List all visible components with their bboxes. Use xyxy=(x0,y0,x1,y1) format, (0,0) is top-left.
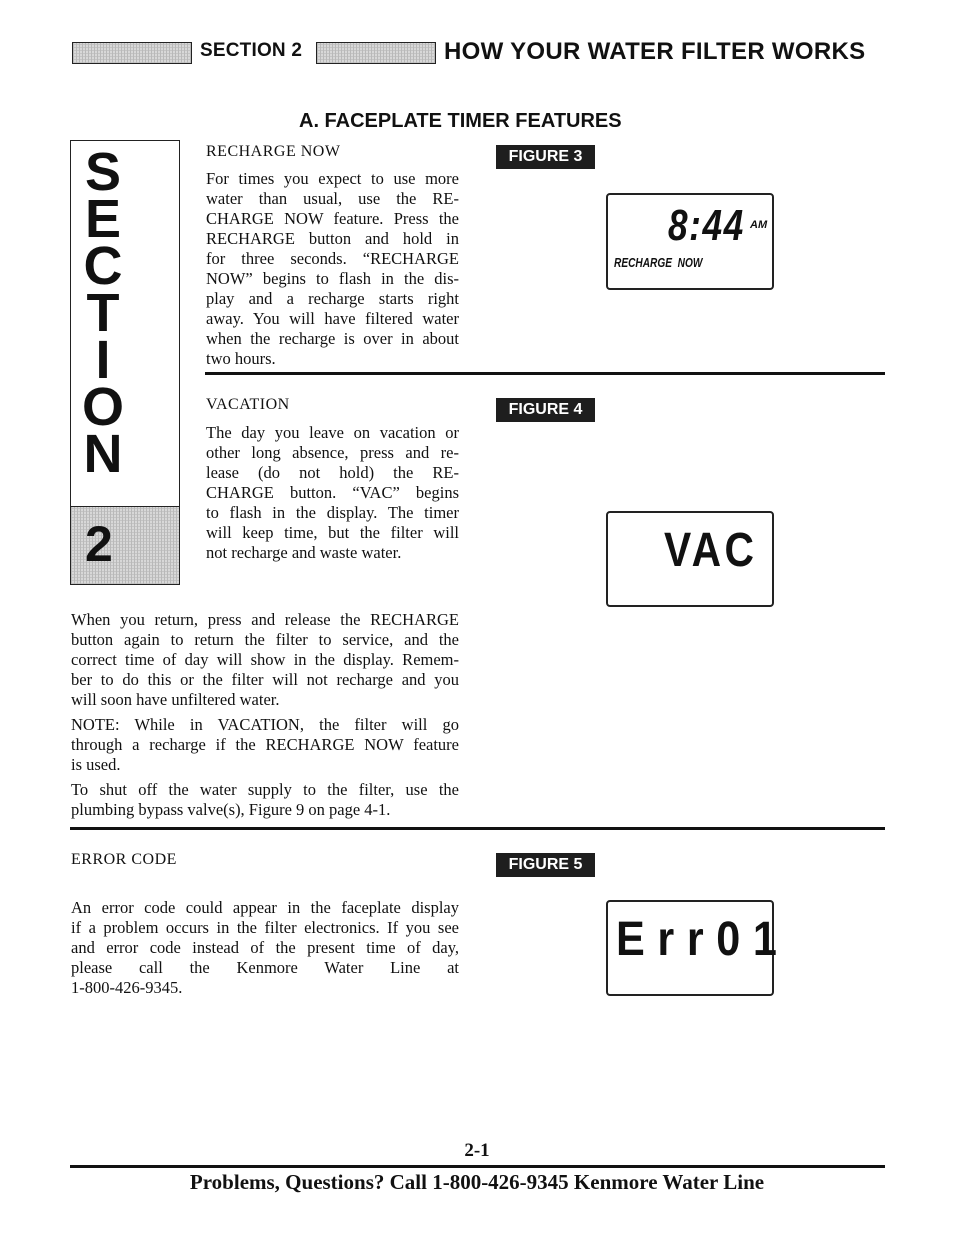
side-letter: I xyxy=(95,330,111,390)
vacation-line: will keep time, but the filter will xyxy=(206,523,459,542)
display-time: 8:44 xyxy=(668,201,745,250)
header-hatch-bar-left xyxy=(72,42,192,64)
return-line: button again to return the filter to service, and the xyxy=(71,630,459,649)
display-am: AM xyxy=(750,219,768,231)
error-line: and error code instead of the present time of day, xyxy=(71,938,459,957)
recharge-line: away. You will have filtered water xyxy=(206,309,459,328)
side-letter: E xyxy=(84,189,122,249)
error-line: please call the Kenmore Water Line at xyxy=(71,958,459,977)
figure-3-display xyxy=(606,193,774,290)
vacation-line: to flash in the display. The timer xyxy=(206,503,459,522)
recharge-line: RECHARGE button and hold in xyxy=(206,229,459,248)
header-hatch-bar-right xyxy=(316,42,436,64)
figure-5-display xyxy=(606,900,790,996)
recharge-line: two hours. xyxy=(206,349,276,368)
note-line: NOTE: While in VACATION, the filter will go xyxy=(71,715,459,734)
recharge-line: play and a recharge starts right xyxy=(206,289,459,308)
divider-rule xyxy=(70,827,885,830)
vacation-body xyxy=(206,423,459,563)
section-side-tab xyxy=(70,140,180,585)
side-letter: T xyxy=(86,283,120,343)
vacation-line: lease (do not hold) the RE- xyxy=(206,463,459,482)
footer-helpline: Problems, Questions? Call 1-800-426-9345 Kenmore Water Line xyxy=(189,1170,765,1194)
vacation-line: CHARGE button. “VAC” begins xyxy=(206,483,459,502)
shutoff-line: plumbing bypass valve(s), Figure 9 on page 4-1. xyxy=(71,800,391,819)
recharge-line: CHARGE NOW feature. Press the xyxy=(206,209,459,228)
error-line: 1-800-426-9345. xyxy=(71,978,183,997)
figure-3-label: FIGURE 3 xyxy=(496,145,595,169)
recharge-line: when the recharge is over in about xyxy=(206,329,459,348)
side-letter: N xyxy=(83,424,123,484)
return-body xyxy=(71,610,459,820)
return-line: ber to do this or the filter will not recharge and you xyxy=(71,670,459,689)
error-line: if a problem occurs in the filter electronics. If you see xyxy=(71,918,459,937)
vacation-line: not recharge and waste water. xyxy=(206,543,402,562)
error-line: An error code could appear in the faceplate display xyxy=(71,898,459,917)
error-code-body xyxy=(71,898,459,998)
return-line: When you return, press and release the RECHARGE xyxy=(71,610,459,629)
side-tab-number-block xyxy=(71,506,179,584)
recharge-line: For times you expect to use more xyxy=(206,169,459,188)
shutoff-line: To shut off the water supply to the filter, use the xyxy=(71,780,459,799)
header-section-label: SECTION 2 xyxy=(200,40,303,61)
footer-rule xyxy=(70,1165,885,1168)
vacation-heading: VACATION xyxy=(206,396,290,413)
display-error-text: Err01 xyxy=(616,913,790,966)
header-title: HOW YOUR WATER FILTER WORKS xyxy=(444,38,866,65)
recharge-line: NOW” begins to flash in the dis- xyxy=(206,269,459,288)
section-subtitle: A. FACEPLATE TIMER FEATURES xyxy=(299,110,622,132)
divider-rule xyxy=(205,372,885,375)
vacation-line: The day you leave on vacation or xyxy=(206,423,459,442)
page-number: 2-1 xyxy=(464,1140,490,1161)
return-line: correct time of day will show in the display. Remem- xyxy=(71,650,459,669)
display-status: RECHARGE NOW xyxy=(614,255,703,270)
error-code-heading: ERROR CODE xyxy=(71,851,177,868)
side-tab-letters xyxy=(71,142,135,484)
recharge-now-heading: RECHARGE NOW xyxy=(206,143,341,160)
figure-4-display xyxy=(606,511,774,607)
figure-5-label: FIGURE 5 xyxy=(496,853,595,877)
note-line: is used. xyxy=(71,755,121,774)
side-letter: S xyxy=(84,142,122,202)
recharge-line: for three seconds. “RECHARGE xyxy=(206,249,459,268)
recharge-now-body xyxy=(206,169,459,369)
side-letter: O xyxy=(81,377,124,437)
recharge-line: water than usual, use the RE- xyxy=(206,189,459,208)
display-vac-text: VAC xyxy=(664,524,758,577)
return-line: will soon have unfiltered water. xyxy=(71,690,280,709)
figure-4-label: FIGURE 4 xyxy=(496,398,595,422)
side-tab-number: 2 xyxy=(85,516,113,572)
side-letter: C xyxy=(83,236,123,296)
note-line: through a recharge if the RECHARGE NOW feature xyxy=(71,735,459,754)
vacation-line: other long absence, press and re- xyxy=(206,443,459,462)
